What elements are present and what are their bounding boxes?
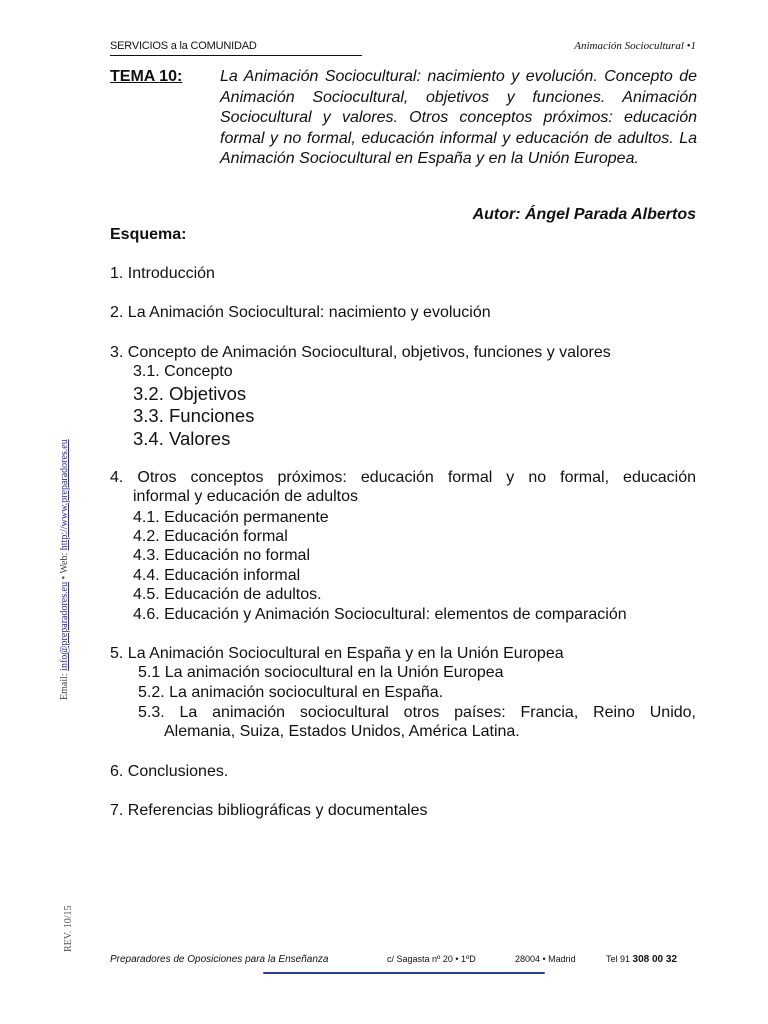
header-subject-page: Animación Sociocultural •1 — [574, 40, 696, 52]
outline-item-3-1: 3.1. Concepto — [133, 363, 233, 380]
outline-item-5-1: 5.1 La animación sociocultural en la Unión Europea — [138, 664, 504, 681]
outline-item-5: 5. La Animación Sociocultural en España y en la Unión Europea — [110, 645, 564, 662]
author-line: Autor: Ángel Parada Albertos — [472, 206, 696, 223]
outline-item-5-2: 5.2. La animación sociocultural en España. — [138, 684, 444, 701]
web-link[interactable]: http://www.preparadores.eu — [59, 439, 70, 551]
outline-item-2: 2. La Animación Sociocultural: nacimiento y evolución — [110, 304, 491, 321]
outline-item-6: 6. Conclusiones. — [110, 763, 229, 780]
outline-item-4-3: 4.3. Educación no formal — [133, 547, 310, 564]
outline-item-1: 1. Introducción — [110, 265, 215, 282]
web-label: Web: — [59, 550, 70, 574]
footer-city: 28004 • Madrid — [515, 954, 576, 964]
email-label: Email: — [59, 670, 70, 700]
outline-item-4-4: 4.4. Educación informal — [133, 567, 301, 584]
sidebar-separator: • — [59, 573, 70, 582]
outline-item-4: 4. Otros conceptos próximos: educación formal y no formal, educación — [110, 469, 696, 486]
outline-item-3-3: 3.3. Funciones — [133, 405, 255, 426]
topic-label: TEMA 10: — [110, 68, 183, 85]
footer-organization: Preparadores de Oposiciones para la Enseñanza — [110, 954, 329, 965]
page-header — [110, 40, 700, 58]
outline-item-4-6: 4.6. Educación y Animación Sociocultural: elementos de comparación — [133, 606, 627, 623]
outline-item-3-4: 3.4. Valores — [133, 428, 231, 449]
outline-item-5-3: 5.3. La animación sociocultural otros países: Francia, Reino Unido, — [138, 704, 696, 721]
outline-heading: Esquema: — [110, 226, 187, 243]
contact-sidebar — [59, 439, 70, 700]
footer-rule — [263, 972, 545, 974]
outline-item-7: 7. Referencias bibliográficas y documentales — [110, 802, 428, 819]
outline-item-5-3-cont: Alemania, Suiza, Estados Unidos, América Latina. — [164, 723, 520, 740]
phone-label: Tel 91 — [606, 954, 633, 964]
email-link[interactable]: info@preparadores.eu — [59, 581, 70, 671]
outline-item-4-cont: informal y educación de adultos — [133, 488, 359, 505]
outline-item-3: 3. Concepto de Animación Sociocultural, objetivos, funciones y valores — [110, 344, 611, 361]
footer-address: c/ Sagasta nº 20 • 1ºD — [387, 954, 476, 964]
topic-title: La Animación Sociocultural: nacimiento y evolución. Concepto de Animación Sociocultural, objetivos y funciones. Animación Sociocultural y valores. Otros conceptos próximos: educación formal y no formal, educación informal y educación de adultos. La Animación Sociocultural en España y en la Unión Europea. — [220, 68, 697, 167]
footer-phone — [606, 954, 677, 965]
header-underline — [110, 55, 362, 56]
outline-item-4-1: 4.1. Educación permanente — [133, 509, 329, 526]
header-organization: SERVICIOS a la COMUNIDAD — [110, 40, 257, 52]
outline-item-3-2: 3.2. Objetivos — [133, 383, 247, 404]
outline-item-4-2: 4.2. Educación formal — [133, 528, 288, 545]
phone-number: 308 00 32 — [632, 954, 678, 965]
revision-label: REV. 10/15 — [63, 905, 74, 952]
outline-item-4-5: 4.5. Educación de adultos. — [133, 586, 322, 603]
